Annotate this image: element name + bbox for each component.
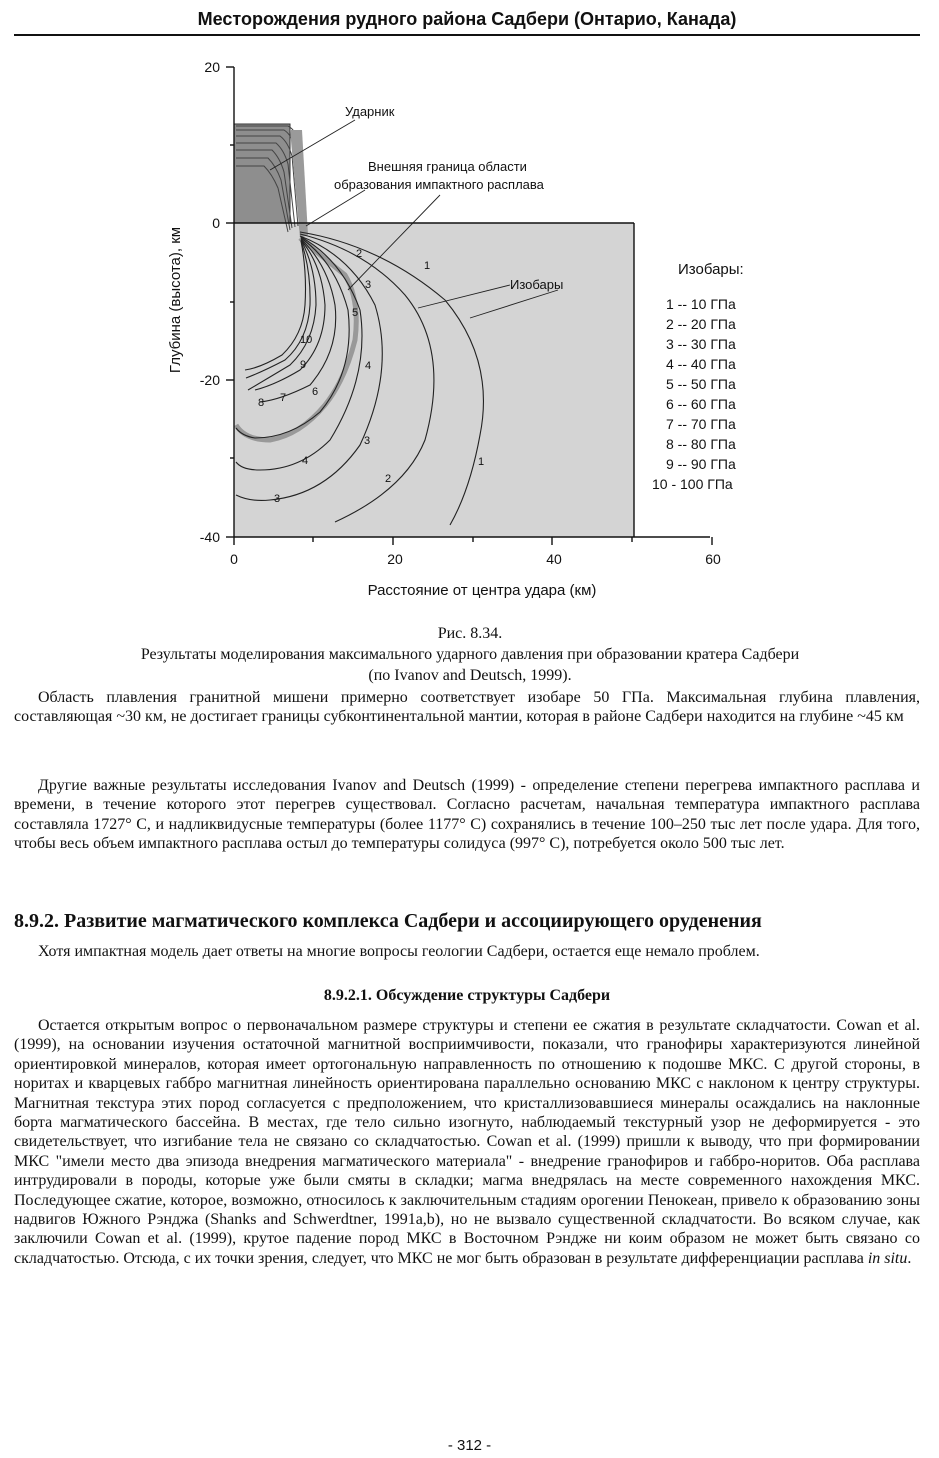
y-tick-label: 20 xyxy=(204,59,220,75)
paragraph-main-text: Остается открытым вопрос о первоначальном размере структуры и степени ее сжатия в результате складчатости. Cowan et al. (1999), на основании изучения остаточной магнитной восприимчивости, показали, что гранофиры характеризуются линейной ориентировкой минералов, которая имеет ортогональную направленность по отношению к подошве МКС. С другой стороны, в норитах и кварцевых габбро магнитная линейность ориентирована параллельно основанию МКС с наклоном к центру структуры. Магнитная текстура этих пород согласуется с предположением, что кристаллизовавшиеся минералы осаждались на наклонные борта магматического бассейна. В местах, где тело сильно изогнуто, наблюдаемый текстурный узор не деформируется - это свидетельствует, что изгибание тела не связано со складчатостью. Cowan et al. (1999) пришли к выводу, что при формировании МКС "имели место два эпизода внедрения магматического материала" - внедрение гранофиров и габбро-норитов. Оба расплава интрудировали в породы, которые уже были смяты в складки; магма внедрялась на месте современного нахождения МКС. Последующее сжатие, которое, возможно, относилось к заключительным стадиям орогении Пенокеан, привело к образованию зоны надвигов Южного Рэнджа (Shanks and Schwerdtner, 1991a,b), но не вызвало существенной складчатости. Во всяком случае, как заключили Cowan et al. (1999), крутое падение пород МКС в Восточном Рэндже ни коим образом не может быть связано со складчатостью. Отсюда, с их точки зрения, следует, что МКС не мог быть образован в результате дифференциации расплава xyxy=(14,1017,920,1267)
paragraph-structure-discussion xyxy=(14,1016,920,1268)
figure-caption-label: Рис. 8.34. xyxy=(437,625,503,642)
isobar-number: 6 xyxy=(312,386,319,398)
y-tick-label: -20 xyxy=(199,372,220,388)
isobar-number: 2 xyxy=(356,248,363,260)
x-tick-label: 0 xyxy=(230,551,238,567)
isobar-number: 4 xyxy=(365,360,372,372)
legend-item: 4 -- 40 ГПа xyxy=(666,356,736,372)
isobar-number: 2 xyxy=(385,473,392,485)
legend-item: 9 -- 90 ГПа xyxy=(666,456,736,472)
figure-caption-title: Результаты моделирования максимального ударного давления при образовании кратера Садбери xyxy=(140,646,800,663)
isobar-number: 9 xyxy=(300,359,307,371)
x-tick-label: 40 xyxy=(546,551,562,567)
isobar-number: 3 xyxy=(365,279,372,291)
isobar-number: 8 xyxy=(258,397,265,409)
paragraph-melt-region: Область плавления гранитной мишени примерно соответствует изобаре 50 ГПа. Максимальная глубина плавления, составляющая ~30 км, не достигает границы субконтинентальной мантии, которая в районе Садбери находится на глубине ~45 км xyxy=(14,689,920,726)
label-melt-boundary-2: образования импактного расплава xyxy=(334,177,544,192)
y-tick-label: -40 xyxy=(199,529,220,545)
isobar-number: 7 xyxy=(280,392,287,404)
legend xyxy=(652,261,744,492)
x-axis-label: Расстояние от центра удара (км) xyxy=(367,582,597,599)
isobar-number: 3 xyxy=(364,435,371,447)
legend-item: 10 - 100 ГПа xyxy=(652,476,733,492)
legend-item: 2 -- 20 ГПа xyxy=(666,316,736,332)
y-axis-label: Глубина (высота), км xyxy=(167,226,184,374)
x-tick-label: 20 xyxy=(387,551,403,567)
legend-item: 1 -- 10 ГПа xyxy=(666,296,736,312)
legend-item: 7 -- 70 ГПа xyxy=(666,416,736,432)
penetration-band xyxy=(290,130,308,238)
page-number: - 312 - xyxy=(447,1437,492,1454)
isobar-number: 10 xyxy=(300,334,313,346)
paragraph-superheating: Другие важные результаты исследования Ivanov and Deutsch (1999) - определение степени перегрева импактного расплава и времени, в течение которого этот перегрев существовал. Согласно расчетам, начальная температура импактного расплава составляла 1727° С, и надликвидусные температуры (более 1177° С) сохранялись в течение 100–250 тыс лет после удара. Для того, чтобы весь объем импактного расплава остыл до температуры солидуса (997° С), потребуется около 500 тыс лет. xyxy=(14,777,920,853)
x-tick-label: 60 xyxy=(705,551,721,567)
legend-item: 5 -- 50 ГПа xyxy=(666,376,736,392)
section-heading: 8.9.2. Развитие магматического комплекса Садбери и ассоциирующего оруденения xyxy=(14,910,762,932)
isobar-number: 1 xyxy=(478,456,485,468)
running-header: Месторождения рудного района Садбери (Онтарио, Канада) xyxy=(14,6,920,36)
isobar-number: 1 xyxy=(424,260,431,272)
label-impactor: Ударник xyxy=(345,104,395,119)
y-tick-label: 0 xyxy=(212,215,220,231)
isobar-number: 4 xyxy=(302,455,309,467)
isobar-diagram xyxy=(150,50,790,610)
legend-item: 6 -- 60 ГПа xyxy=(666,396,736,412)
paragraph-italic-term: in situ xyxy=(867,1249,908,1267)
isobar-number: 3 xyxy=(274,493,281,505)
legend-title: Изобары: xyxy=(678,261,744,278)
legend-item: 3 -- 30 ГПа xyxy=(666,336,736,352)
figure-caption-source: (по Ivanov and Deutsch, 1999). xyxy=(368,667,572,684)
figure-isobars xyxy=(150,50,790,610)
paragraph-end: . xyxy=(907,1249,912,1267)
paragraph-intro: Хотя импактная модель дает ответы на многие вопросы геологии Садбери, остается еще немало проблем. xyxy=(38,943,760,960)
legend-item: 8 -- 80 ГПа xyxy=(666,436,736,452)
label-melt-boundary-1: Внешняя граница области xyxy=(368,159,527,174)
isobar-number: 5 xyxy=(352,307,359,319)
impactor-body xyxy=(234,124,290,223)
subsection-heading: 8.9.2.1. Обсуждение структуры Садбери xyxy=(323,987,611,1004)
label-isobars: Изобары xyxy=(510,277,564,292)
